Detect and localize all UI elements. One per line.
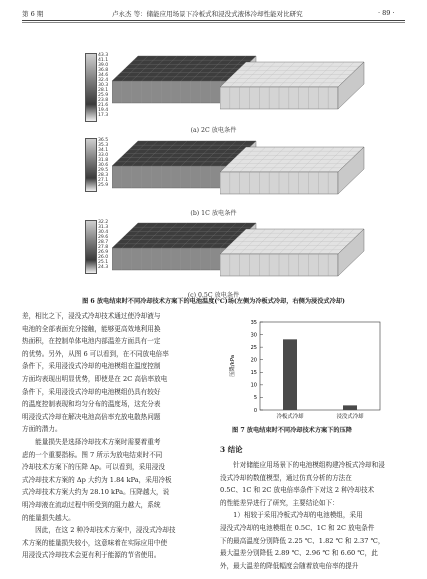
legend-tick: 41.1 — [98, 58, 109, 63]
legend-tick: 25.9 — [98, 93, 109, 98]
text-line: 1）相较于采用冷板式冷却的电池模组，采用 — [220, 511, 363, 520]
y-tick-label: 25 — [250, 344, 257, 351]
text-line: 术方案的能量损失较小，这意味着在实际应用中使 — [22, 538, 168, 547]
text-line: 的能量损失越大。 — [22, 513, 75, 522]
legend-tick: 25.1 — [98, 260, 109, 265]
legend-tick: 32.2 — [98, 220, 109, 225]
text-line: 浸没式冷却的电池模组在 0.5C、1C 和 2C 放电条件 — [220, 523, 375, 532]
text-line: 方面均表现出明显优势，即使是在 2C 高倍率放电 — [22, 374, 168, 383]
legend-tick: 27.1 — [98, 178, 109, 183]
section-3-heading: 3 结论 — [220, 445, 243, 454]
legend-tick: 31.8 — [98, 158, 109, 163]
legend-tick: 43.3 — [98, 53, 109, 58]
text-line: 的温度控制表现和均匀分布的温度场，这充分表 — [22, 400, 161, 409]
y-tick-label: 30 — [250, 332, 257, 339]
y-axis-label: 压降/kPa — [230, 354, 236, 378]
y-tick-label: 35 — [250, 319, 257, 326]
text-line: 条件下，采用浸没式冷却的电池模组仍具有较好 — [22, 387, 161, 396]
text-line: 条件下，采用浸没式冷却的电池模组在温度控制 — [22, 362, 161, 371]
legend-tick: 24.3 — [98, 265, 109, 270]
text-line: 的性能差异进行了研究，主要结论如下： — [220, 498, 339, 507]
bar — [343, 405, 357, 410]
legend-tick: 28.3 — [98, 173, 109, 178]
text-line: 冷却技术方案下的压降 Δp。可以看到，采用浸没 — [22, 463, 165, 472]
y-tick-label: 10 — [250, 382, 257, 389]
text-line: 用浸没式冷却技术会更有利于能源的节省使用。 — [22, 551, 161, 560]
x-tick-label: 浸没式冷却 — [336, 414, 364, 420]
text-line: 因此，在这 2 种冷却技术方案中，浸没式冷却技 — [22, 526, 176, 535]
text-line: 下的最高温度分别降低 2.25 ℃、1.82 ℃ 和 2.37 ℃， — [220, 536, 385, 545]
legend-tick: 35.3 — [98, 143, 109, 148]
legend-color-bar — [85, 220, 97, 274]
text-line: 针对储能应用场景下的电池模组构建冷板式冷却和浸 — [220, 461, 385, 469]
legend-tick: 32.4 — [98, 78, 109, 83]
left-column-text — [22, 310, 205, 562]
y-tick-label: 15 — [250, 370, 257, 377]
y-tick-label: 0 — [253, 407, 257, 414]
section-3-text — [220, 459, 406, 572]
text-line: 外，最大温差的降低幅度会随着放电倍率的提升 — [220, 561, 359, 570]
legend-tick: 26.0 — [98, 255, 109, 260]
legend-tick: 30.4 — [98, 230, 109, 235]
issue-number: 第 6 期 — [22, 10, 44, 18]
panel-label: (a) 2C 放电条件 — [190, 127, 237, 134]
legend-tick: 30.3 — [98, 83, 109, 88]
text-line: 最大温差分别降低 2.89 ℃、2.96 ℃ 和 6.60 ℃，此 — [220, 549, 378, 558]
legend-tick: 30.6 — [98, 163, 109, 168]
legend-color-bar — [85, 138, 97, 192]
text-line: 能量损失是选择冷却技术方案时需要着重考 — [22, 437, 161, 446]
figure-7-chart — [220, 312, 405, 427]
running-title: 卢永杰 等：储能应用场景下冷板式和浸没式液体冷却性能对比研究 — [112, 10, 303, 18]
text-line: 明冷却液在流动过程中所受到的阻力越大，系统 — [22, 500, 161, 509]
legend-tick: 28.1 — [98, 88, 109, 93]
immersion-temperature-field — [220, 146, 368, 198]
legend-tick: 29.5 — [98, 168, 109, 173]
text-line: 明浸没式冷却在解决电池高倍率充放电散热问题 — [22, 412, 161, 421]
header-rule — [22, 20, 405, 21]
pressure-drop-bar-chart — [220, 312, 405, 427]
text-line: 0.5C、1C 和 2C 放电倍率条件下对这 2 种冷却技术 — [220, 486, 375, 495]
x-tick-label: 冷板式冷却 — [276, 414, 304, 420]
text-line: 热面积，在控制单体电池内部温差方面具有一定 — [22, 337, 161, 346]
legend-tick: 36.5 — [98, 138, 109, 143]
legend-tick: 27.8 — [98, 245, 109, 250]
bar — [283, 339, 297, 410]
legend-tick: 31.3 — [98, 225, 109, 230]
legend-tick: 29.6 — [98, 235, 109, 240]
panel-label: (b) 1C 放电条件 — [190, 210, 237, 217]
legend-tick: 25.9 — [98, 183, 109, 188]
header-rule-thin — [22, 22, 405, 23]
text-line: 方面的潜力。 — [22, 425, 62, 434]
legend-tick: 34.1 — [98, 148, 109, 153]
legend-tick: 26.9 — [98, 250, 109, 255]
text-line: 式冷却技术方案大约为 28.10 kPa。压降越大，说 — [22, 488, 170, 497]
text-line: 的优势。另外，从图 6 可以看到，在不同放电倍率 — [22, 349, 169, 358]
y-tick-label: 5 — [253, 395, 257, 402]
legend-tick: 36.8 — [98, 68, 109, 73]
legend-tick: 33.0 — [98, 153, 109, 158]
legend-tick: 17.3 — [98, 113, 109, 118]
text-line: 电池的全部表面充分接触，能够更高效地利用换 — [22, 324, 161, 333]
text-line: 式冷却技术方案的 Δp 大约为 1.84 kPa，采用冷板 — [22, 475, 172, 484]
figure-6-caption: 图 6 放电结束时不同冷却技术方案下的电池温度(℃)场(左侧为冷板式冷却，右侧为浸没式冷却) — [82, 298, 345, 305]
y-tick-label: 20 — [250, 357, 257, 364]
legend-tick: 34.6 — [98, 73, 109, 78]
immersion-temperature-field — [220, 228, 368, 280]
panel-label: (c) 0.5C 放电条件 — [187, 292, 240, 299]
legend-tick: 23.8 — [98, 98, 109, 103]
immersion-temperature-field — [220, 61, 368, 113]
legend-tick: 39.0 — [98, 63, 109, 68]
text-line: 差，相比之下，浸没式冷却技术通过使冷却液与 — [22, 312, 161, 320]
legend-color-bar — [85, 53, 97, 122]
legend-tick: 19.4 — [98, 108, 109, 113]
text-line: 虑的一个重要指标。图 7 所示为放电结束时不同 — [22, 450, 163, 459]
plot-frame — [260, 322, 380, 410]
legend-tick: 28.7 — [98, 240, 109, 245]
figure-7-caption: 图 7 放电结束时不同冷却技术方案下的压降 — [232, 427, 352, 434]
text-line: 没式冷却的数值模型，通过仿真分析的方法在 — [220, 473, 352, 482]
legend-tick: 21.6 — [98, 103, 109, 108]
page-number: · 89 · — [378, 9, 395, 17]
